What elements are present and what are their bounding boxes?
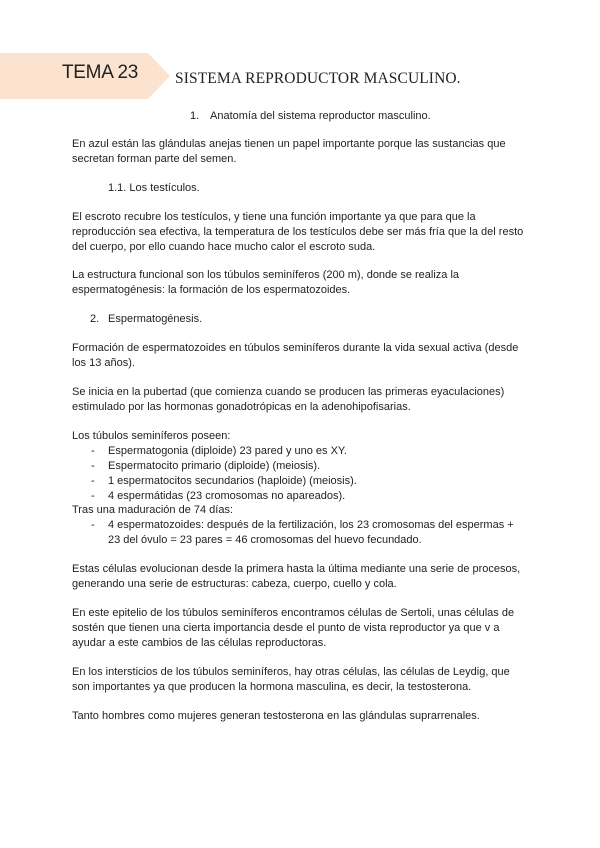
list-dash: - xyxy=(91,490,95,502)
formacion-line-1: Formación de espermatozoides en túbulos seminíferos durante la vida sexual activa (desde xyxy=(72,342,519,354)
section-2-number: 2. xyxy=(90,313,100,325)
maduracion-intro: Tras una maduración de 74 días: xyxy=(72,504,234,516)
estructura-line-2: espermatogénesis: la formación de los espermatozoides. xyxy=(72,284,351,296)
celulas-line-1: Estas células evolucionan desde la primera hasta la última mediante una serie de procesos, xyxy=(72,563,521,575)
sertoli-line-2: sostén que tienen una cierta importancia desde el punto de vista reproductor ya que v a xyxy=(72,622,500,634)
intro-line-1: En azul están las glándulas anejas tienen un papel importante porque las sustancias que xyxy=(72,138,506,150)
escroto-line-1: El escroto recubre los testículos, y tiene una función importante ya que para que la xyxy=(72,211,476,223)
intro-line-2: secretan forman parte del semen. xyxy=(72,153,237,165)
final-paragraph: Tanto hombres como mujeres generan testosterona en las glándulas suprarrenales. xyxy=(72,710,480,722)
document-title: SISTEMA REPRODUCTOR MASCULINO. xyxy=(175,70,461,87)
estructura-line-1: La estructura funcional son los túbulos seminíferos (200 m), donde se realiza la xyxy=(72,269,460,281)
list-dash: - xyxy=(91,460,95,472)
inicio-line-2: estimulado por las hormonas gonadotrópicas en la adenohipofisarias. xyxy=(72,401,411,413)
list-item: Espermatocito primario (diploide) (meiosis). xyxy=(108,460,321,472)
sertoli-line-3: ayudar a este cambios de las células reproductoras. xyxy=(72,637,327,649)
list-item: Espermatogonia (diploide) 23 pared y uno es XY. xyxy=(108,445,347,457)
escroto-line-2: reproducción sea efectiva, la temperatura de los testículos debe ser más fría que la del resto xyxy=(72,226,524,238)
list-item: 1 espermatocitos secundarios (haploide) (meiosis). xyxy=(108,475,357,487)
sertoli-line-1: En este epitelio de los túbulos seminíferos encontramos células de Sertoli, unas células de xyxy=(72,607,515,619)
tubulos-intro: Los túbulos seminíferos poseen: xyxy=(72,430,231,442)
subsection-1-1-heading: 1.1. Los testículos. xyxy=(108,182,200,194)
formacion-line-2: los 13 años). xyxy=(72,357,135,369)
list-dash: - xyxy=(91,445,95,457)
section-2-heading: Espermatogénesis. xyxy=(108,313,203,325)
leydig-line-1: En los intersticios de los túbulos seminíferos, hay otras células, las células de Leydig, que xyxy=(72,666,510,678)
escroto-line-3: del cuerpo, por ello cuando hace mucho calor el escroto suda. xyxy=(72,241,376,253)
section-1-heading: Anatomía del sistema reproductor masculino. xyxy=(210,110,431,122)
inicio-line-1: Se inicia en la pubertad (que comienza cuando se producen las primeras eyaculaciones) xyxy=(72,386,505,398)
list-dash: - xyxy=(91,475,95,487)
tema-label: TEMA 23 xyxy=(62,62,139,83)
list-item: 4 espermatozoides: después de la fertilización, los 23 cromosomas del espermas + xyxy=(108,519,514,531)
list-dash: - xyxy=(91,519,95,531)
section-1-number: 1. xyxy=(190,110,200,122)
leydig-line-2: son importantes ya que producen la hormona masculina, es decir, la testosterona. xyxy=(72,681,472,693)
list-item-continuation: 23 del óvulo = 23 pares = 46 cromosomas del huevo fecundado. xyxy=(108,534,422,546)
celulas-line-2: generando una serie de estructuras: cabeza, cuerpo, cuello y cola. xyxy=(72,578,397,590)
list-item: 4 espermátidas (23 cromosomas no apareados). xyxy=(108,490,346,502)
